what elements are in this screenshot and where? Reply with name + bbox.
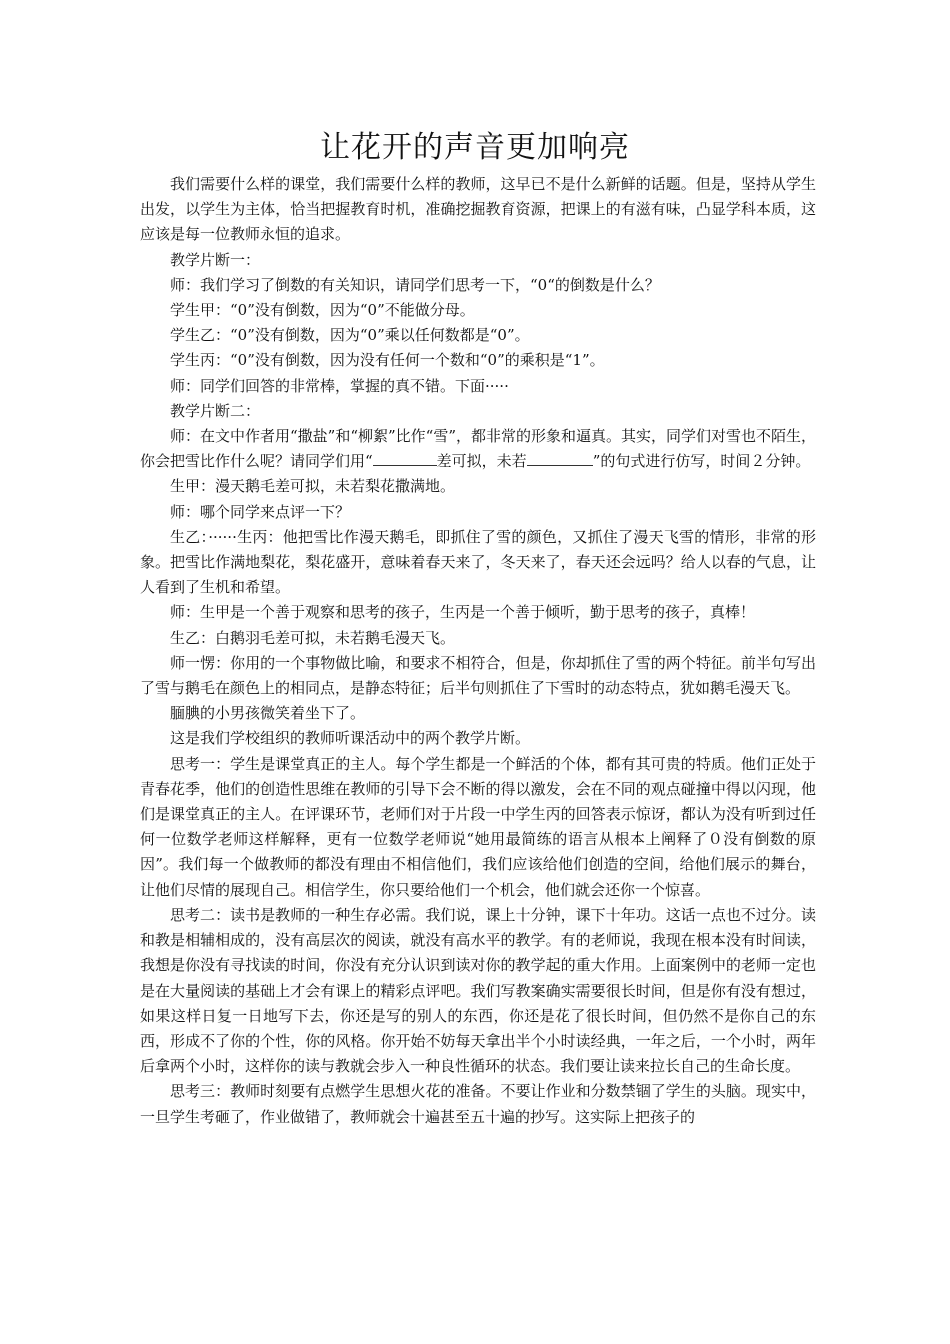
paragraph: 师：生甲是一个善于观察和思考的孩子，生丙是一个善于倾听，勤于思考的孩子，真棒！ — [170, 603, 756, 622]
paragraph: 我们需要什么样的课堂，我们需要什么样的教师，这早已不是什么新鲜的话题。但是，坚持从学生出发，以学生为主体，恰当把握教育时机，准确挖掘教育资源，把课上的有滋有味，凸显学科本质，这应该是每一位教师永恒的追求。 — [140, 175, 816, 244]
blank-paragraph-part3: ”的句式进行仿写，时间２分钟。 — [592, 452, 811, 471]
fill-blank-2 — [527, 450, 593, 466]
paragraph: 学生丙：“0”没有倒数，因为没有任何一个数和“0”的乘积是“1”。 — [170, 351, 605, 370]
paragraph: 师：哪个同学来点评一下？ — [170, 502, 351, 521]
paragraph: 生乙：······生丙：他把雪比作漫天鹅毛，即抓住了雪的颜色，又抓住了漫天飞雪的情形，非常的形象。把雪比作满地梨花，梨花盛开，意味着春天来了，冬天来了，春天还会远吗？给人以春的气息，让人看到了生机和希望。 — [140, 527, 816, 597]
blank-paragraph-part2: 差可拟，未若 — [436, 452, 527, 471]
paragraph: 这是我们学校组织的教师听课活动中的两个教学片断。 — [170, 729, 531, 748]
paragraph: 师：同学们回答的非常棒，掌握的真不错。下面····· — [170, 376, 509, 395]
paragraph: 师：我们学习了倒数的有关知识，请同学们思考一下，“0“的倒数是什么？ — [170, 275, 660, 294]
paragraph: 思考二：读书是教师的一种生存必需。我们说，课上十分钟，课下十年功。这话一点也不过分。读和教是相辅相成的，没有高层次的阅读，就没有高水平的教学。有的老师说，我现在根本没有时间读，我想是你没有寻找读的时间，你没有充分认识到读对你的教学起的重大作用。上面案例中的老师一定也是在大量阅读的基础上才会有课上的精彩点评吧。我们写教案确实需要很长时间，但是你有没有想过，如果这样日复一日地写下去，你还是写的别人的东西，你还是花了很长时间，但仍然不是你自己的东西，形成不了你的个性，你的风格。你开始不妨每天拿出半个小时读经典，一年之后，一个小时，两年后拿两个小时，这样你的读与教就会步入一种良性循环的状态。我们要让读来拉长自己的生命长度。 — [140, 905, 816, 1076]
paragraph: 教学片断二： — [170, 401, 261, 420]
paragraph: 思考一：学生是课堂真正的主人。每个学生都是一个鲜活的个体，都有其可贵的特质。他们正处于青春花季，他们的创造性思维在教师的引导下会不断的得以激发，会在不同的观点碰撞中得以闪现，他们是课堂真正的主人。在评课环节，老师们对于片段一中学生丙的回答表示惊讶，都认为没有听到过任何一位数学老师这样解释，更有一位数学老师说“她用最简练的语言从根本上阐释了０没有倒数的原因”。我们每一个做教师的都没有理由不相信他们，我们应该给他们创造的空间，给他们展示的舞台，让他们尽情的展现自己。相信学生，你只要给他们一个机会，他们就会还你一个惊喜。 — [140, 754, 816, 899]
paragraph: 腼腆的小男孩微笑着坐下了。 — [170, 704, 366, 723]
paragraph: 学生甲：“0”没有倒数，因为“0”不能做分母。 — [170, 301, 475, 320]
document-body — [140, 172, 816, 1130]
blank-paragraph-part1: 师：在文中作者用“撒盐”和“柳絮”比作“雪”，都非常的形象和逼真。其实，同学们对雪也不陌生，你会把雪比作什么呢？请同学们用“ — [140, 427, 817, 471]
document-title: 让花开的声音更加响亮 — [320, 130, 630, 165]
paragraph: 生乙：白鹅羽毛差可拟，未若鹅毛漫天飞。 — [170, 628, 456, 647]
paragraph: 思考三：教师时刻要有点燃学生思想火花的准备。不要让作业和分数禁锢了学生的头脑。现实中，一旦学生考砸了，作业做错了，教师就会十遍甚至五十遍的抄写。这实际上把孩子的 — [140, 1082, 816, 1126]
paragraph: 生甲：漫天鹅毛差可拟，未若梨花撒满地。 — [170, 477, 456, 496]
fill-blank-1 — [373, 450, 437, 466]
paragraph: 学生乙：“0”没有倒数，因为“0”乘以任何数都是“0”。 — [170, 326, 530, 345]
paragraph: 师一愣：你用的一个事物做比喻，和要求不相符合，但是，你却抓住了雪的两个特征。前半句写出了雪与鹅毛在颜色上的相同点，是静态特征；后半句则抓住了下雪时的动态特点，犹如鹅毛漫天飞。 — [140, 653, 816, 698]
fill-in-blank-paragraph — [140, 424, 816, 474]
paragraph: 教学片断一： — [170, 250, 261, 269]
